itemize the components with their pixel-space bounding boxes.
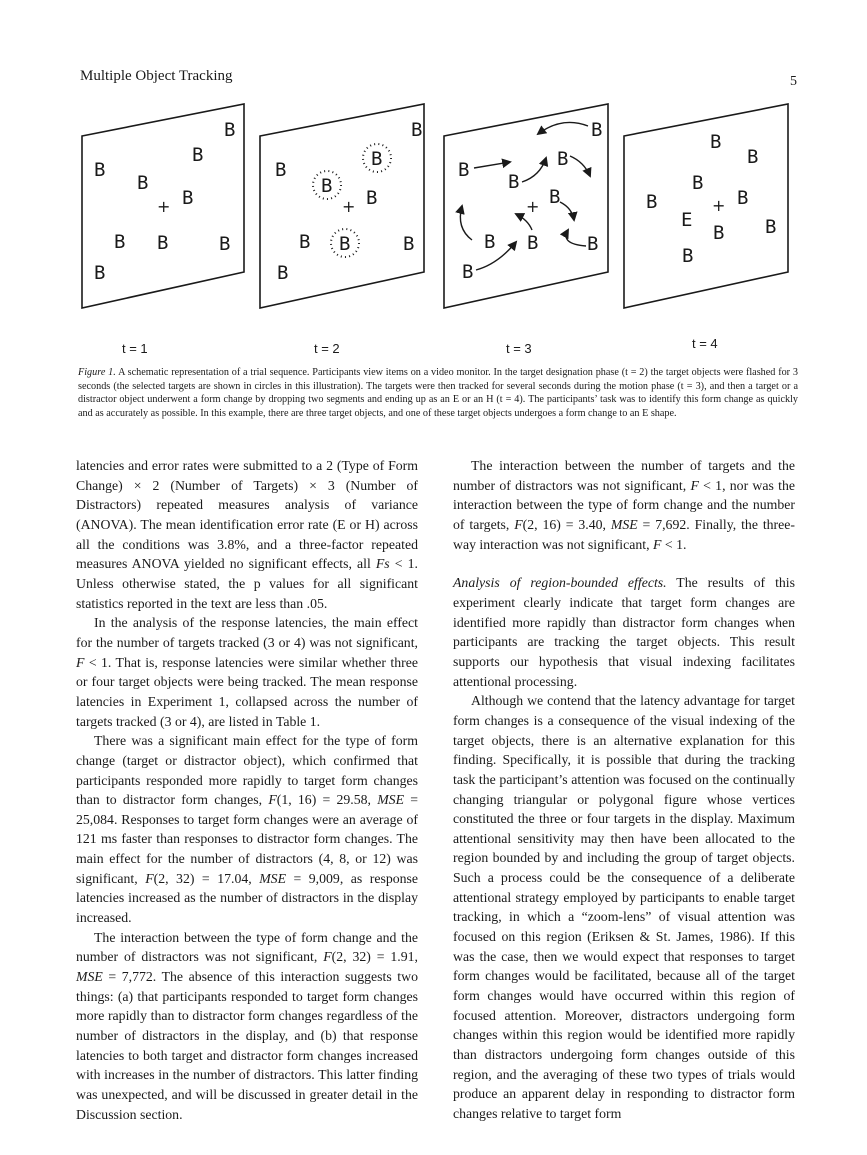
object-glyph: B	[747, 146, 759, 168]
fixation-cross: +	[712, 196, 726, 215]
panel-label-t3: t = 3	[506, 341, 532, 356]
text-run: < 1. Unless otherwise stated, the p values for all significant statistics reported in the text are less than .05.	[76, 556, 418, 611]
object-glyph: B	[219, 233, 231, 255]
text-run: latencies and error rates were submitted to a 2 (Type of Form Change) × 2 (Number of Targets) × 3 (Number of Distractors) repeated measures analysis of variance (ANOVA). The mean identification error rate (E or H) across all the conditions was 3.8%, and a three-factor repeated measures ANOVA yielded no significant effects, all	[76, 458, 418, 572]
object-glyph: B	[692, 172, 704, 194]
text-run: = 9,009, as response latencies increased as the number of distractors in the display increased.	[76, 870, 419, 926]
paragraph	[76, 456, 418, 613]
text-run: The interaction between the number of targets and the number of distractors was not significant,	[453, 458, 795, 493]
text-run: F	[653, 536, 662, 552]
object-glyph: B	[527, 232, 539, 254]
text-run: < 1. That is, response latencies were similar whether three or four target objects were being tracked. The mean response latencies in Experiment 1, collapsed across the number of targets tracked (3 or 4), are listed in Table 1.	[76, 654, 418, 729]
object-glyph: B	[299, 231, 311, 253]
object-glyph: B	[458, 159, 470, 181]
panel-t1	[82, 104, 244, 356]
object-glyph: B	[411, 119, 423, 141]
text-run: The results of this experiment clearly indicate that target form changes are identified more rapidly than distractor form changes when participants are tracking the target objects. This result supports our hypothesis that visual indexing facilitates attentional processing.	[453, 575, 796, 689]
paragraph	[453, 573, 795, 691]
target-glyph: B	[339, 233, 351, 255]
object-glyph: B	[192, 144, 204, 166]
object-glyph: B	[366, 187, 378, 209]
text-run: The interaction between the type of form change and the number of distractors was not significant,	[76, 929, 418, 965]
text-run: = 7,772. The absence of this interaction suggests two things: (a) that participants responded to target form changes more rapidly than to distractor form changes regardless of the number of distractors in the display, and (b) that response latencies to both target and distractor form changes increased with increases in the number of distractors. This latter finding was unexpected, and will be discussed in greater detail in the Discussion section.	[76, 969, 418, 1122]
paragraph	[453, 456, 795, 554]
text-run: F	[76, 654, 85, 670]
text-run: There was a significant main effect for the type of form change (target or distractor object), which confirmed that participants responded more rapidly to target form changes than to distractor form changes,	[76, 733, 418, 808]
text-run: F	[323, 949, 332, 965]
section-heading: Analysis of region-bounded effects.	[453, 575, 667, 591]
panel-label-t1: t = 1	[122, 341, 148, 356]
object-glyph: B	[587, 233, 599, 255]
fixation-cross: +	[157, 197, 171, 216]
text-run: Although we contend that the latency advantage for target form changes is a consequence of the visual indexing of the target objects, there is an alternative explanation for this finding. Specifically, it is possible that during the tracking task the participant’s attention was focused on the continually changing triangular or polygonal figure whose vertices constituted the three or four targets in the display. Maximum attentional sensitivity may then have been allocated to the region bounded by and including the group of target objects. Such a process could be the consequence of a deliberate attentional strategy employed by participants to enable target tracking, in which a “zoom-lens” of visual attention was focused on this region (Eriksen & St. James, 1986). If this was the case, then we would expect that responses to target form changes would be facilitated, because all of the target form changes would have occurred within this region of focused attention. Moreover, distractors undergoing form changes within this region would be identified more rapidly than distractors undergoing form changes outside of this region, and the averaging of these two types of trials would produce an apparent delay in responding to distractor form changes relative to target form	[453, 693, 795, 1121]
object-glyph: B	[737, 187, 749, 209]
object-glyph: B	[682, 245, 694, 267]
paragraph	[453, 691, 795, 1123]
text-run: In the analysis of the response latencies, the main effect for the number of targets tracked (3 or 4) was not significant,	[76, 615, 418, 650]
panel-label-t2: t = 2	[314, 341, 340, 356]
text-run: (2, 16) = 3.40,	[522, 516, 611, 532]
object-glyph: B	[94, 159, 106, 181]
text-run: < 1.	[661, 536, 687, 552]
text-run: MSE	[259, 870, 287, 886]
page-number: 5	[790, 74, 797, 89]
text-run: F	[145, 870, 154, 886]
object-glyph: B	[94, 262, 106, 284]
figure-caption-label: Figure 1.	[78, 367, 116, 378]
object-glyph: B	[182, 187, 194, 209]
object-glyph: B	[403, 233, 415, 255]
text-run: F	[268, 792, 277, 808]
panel-t3	[444, 104, 608, 356]
left-column	[76, 456, 418, 1124]
text-run: F	[690, 477, 699, 493]
figure-caption-text: A schematic representation of a trial sequence. Participants view items on a video monitor. In the target designation phase (t = 2) the target objects were flashed for 3 seconds (the selected targets are shown in circles in this illustration). The targets were then tracked for several seconds during the motion phase (t = 3), and then a target or a distractor object underwent a form change by dropping two segments and ending up as an E or an H (t = 4). The participants’ task was to identify this form change as quickly and as accurately as possible. In this example, there are three target objects, and one of these target objects undergoes a form change to an E shape.	[78, 367, 798, 420]
right-column	[453, 456, 795, 1124]
object-glyph: B	[484, 231, 496, 253]
object-glyph: B	[137, 172, 149, 194]
text-run: (1, 16) = 29.58,	[276, 792, 378, 808]
fixation-cross: +	[342, 197, 356, 216]
changed-target-glyph: E	[681, 209, 693, 231]
text-run: MSE	[377, 792, 405, 808]
object-glyph: B	[275, 159, 287, 181]
paragraph	[76, 613, 418, 731]
object-glyph: B	[157, 232, 169, 254]
figure-illustration	[70, 96, 810, 364]
figure-1	[70, 96, 810, 364]
object-glyph: B	[765, 216, 777, 238]
running-head: Multiple Object Tracking	[80, 68, 233, 84]
object-glyph: B	[224, 119, 236, 141]
target-glyph: B	[321, 175, 333, 197]
object-glyph: B	[713, 222, 725, 244]
text-run: (2, 32) = 1.91,	[331, 949, 418, 965]
fixation-cross: +	[526, 197, 540, 216]
text-run: < 1, nor was the interaction between the type of form change and the number of targets,	[453, 477, 795, 532]
paragraph	[76, 928, 418, 1125]
panel-t4	[624, 104, 788, 351]
object-glyph: B	[557, 148, 569, 170]
object-glyph: B	[710, 131, 722, 153]
text-run: F	[514, 516, 523, 532]
target-glyph: B	[371, 148, 383, 170]
object-glyph: B	[549, 186, 561, 208]
object-glyph: B	[462, 261, 474, 283]
text-run: = 7,692. Finally, the three-way interaction was not significant,	[453, 516, 795, 552]
panel-label-t4: t = 4	[692, 336, 718, 351]
text-run: MSE	[610, 516, 638, 532]
figure-caption	[78, 366, 798, 421]
object-glyph: B	[508, 171, 520, 193]
object-glyph: B	[591, 119, 603, 141]
object-glyph: B	[277, 262, 289, 284]
paragraph	[76, 731, 418, 928]
text-run: Fs	[375, 556, 390, 572]
object-glyph: B	[114, 231, 126, 253]
text-run: (2, 32) = 17.04,	[153, 870, 260, 886]
text-run: MSE	[76, 969, 103, 985]
object-glyph: B	[646, 191, 658, 213]
panel-t2	[260, 104, 424, 356]
text-run: = 25,084. Responses to target form changes were an average of 121 ms faster than responses to distractor form changes. The main effect for the number of distractors (4, 8, or 12) was significant,	[76, 792, 419, 886]
